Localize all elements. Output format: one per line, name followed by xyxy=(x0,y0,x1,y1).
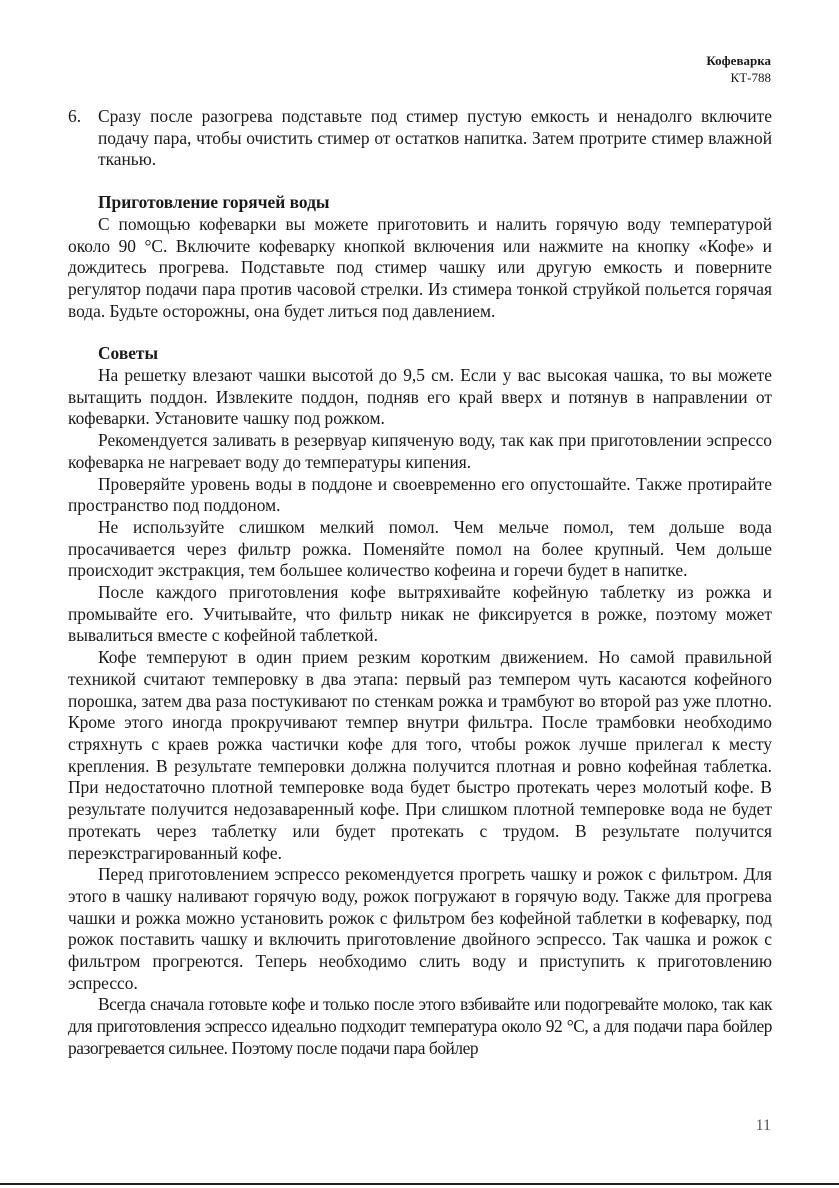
running-header xyxy=(706,52,771,86)
tips-paragraph: На решетку влезают чашки высотой до 9,5 см. Если у вас высокая чашка, то вы можете вытащить поддон. Извлеките поддон, подняв его край вверх и потянув в направлении от кофеварки. Установите чашку под рожком. xyxy=(68,365,772,429)
tips-paragraph: Проверяйте уровень воды в поддоне и своевременно его опустошайте. Также протирайте пространство под поддоном. xyxy=(68,473,772,516)
step-number: 6. xyxy=(68,106,82,126)
tips-paragraph: Рекомендуется заливать в резервуар кипяченую воду, так как при приготовлении эспрессо кофеварка не нагревает воду до температуры кипения. xyxy=(68,430,772,472)
tips-paragraph: Перед приготовлением эспрессо рекомендуется прогреть чашку и рожок с фильтром. Для этого в чашку наливают горячую воду, рожок погружают в горячую воду. Также для прогрева чашки и рожка можно установить рожок с фильтром без кофейной таблетки в кофеварку, под рожок поставить чашку и включить приготовление двойного эспрессо. Так чашка и рожок с фильтром прогреются. Теперь необходимо слить воду и приступить к приготовлению эспрессо. xyxy=(68,864,772,993)
header-model: КТ-788 xyxy=(730,70,771,85)
tips-paragraph: Всегда сначала готовьте кофе и только после этого взбивайте или подогревайте молоко, так как для приготовления эспрессо идеально подходит температура около 92 °С, а для подачи пара бойлер разогревается сильнее. Поэтому после подачи пара бойлер xyxy=(68,994,772,1058)
numbered-step-6 xyxy=(68,106,772,171)
bottom-rule xyxy=(0,1183,839,1185)
tips-paragraph: Кофе темперуют в один прием резким коротким движением. Но самой правильной техникой считают темперовку в два этапа: первый раз темпером чуть касаются кофейного порошка, затем два раза постукивают по стенкам рожка и трамбуют во второй раз уже плотно. Кроме этого иногда прокручивают темпер внутри фильтра. После трамбовки необходимо стряхнуть с краев рожка частички кофе для того, чтобы рожок лучше прилегал к месту крепления. В результате темперовки должна получится плотная и ровно кофейная таблетка. При недостаточно плотной темперовке вода будет быстро протекать через молотый кофе. В результате получится недозаваренный кофе. При слишком плотной темперовке вода не будет протекать через таблетку или будет протекать с трудом. В результате получится переэкстрагированный кофе. xyxy=(68,647,772,863)
section-heading-tips: Советы xyxy=(98,343,159,364)
tips-paragraph: Не используйте слишком мелкий помол. Чем мельче помол, тем дольше вода просачивается через фильтр рожка. Поменяйте помол на более крупный. Чем дольше происходит экстракция, тем большее количество кофеина и горечи будет в напитке. xyxy=(68,516,772,581)
page-number: 11 xyxy=(755,1117,771,1134)
tips-paragraph: После каждого приготовления кофе вытряхивайте кофейную таблетку из рожка и промывайте его. Учитывайте, что фильтр никак не фиксируется в рожке, поэтому может вывалиться вместе с кофейной таблеткой. xyxy=(68,582,772,646)
hot-water-paragraph: С помощью кофеварки вы можете приготовить и налить горячую воду температурой около 90 °С. Включите кофеварку кнопкой включения или нажмите на кнопку «Кофе» и дождитесь прогрева. Подставьте под стимер чашку или другую емкость и поверните регулятор подачи пара против часовой стрелки. Из стимера тонкой струйкой польется горячая вода. Будьте осторожны, она будет литься под давлением. xyxy=(68,213,772,321)
section-heading-hot-water: Приготовление горячей воды xyxy=(98,192,330,213)
step-text: Сразу после разогрева подставьте под стимер пустую емкость и ненадолго включите подачу пара, чтобы очистить стимер от остатков напитка. Затем протрите стимер влажной тканью. xyxy=(98,106,772,170)
header-product-name: Кофеварка xyxy=(706,53,771,68)
page-content xyxy=(68,106,772,1060)
